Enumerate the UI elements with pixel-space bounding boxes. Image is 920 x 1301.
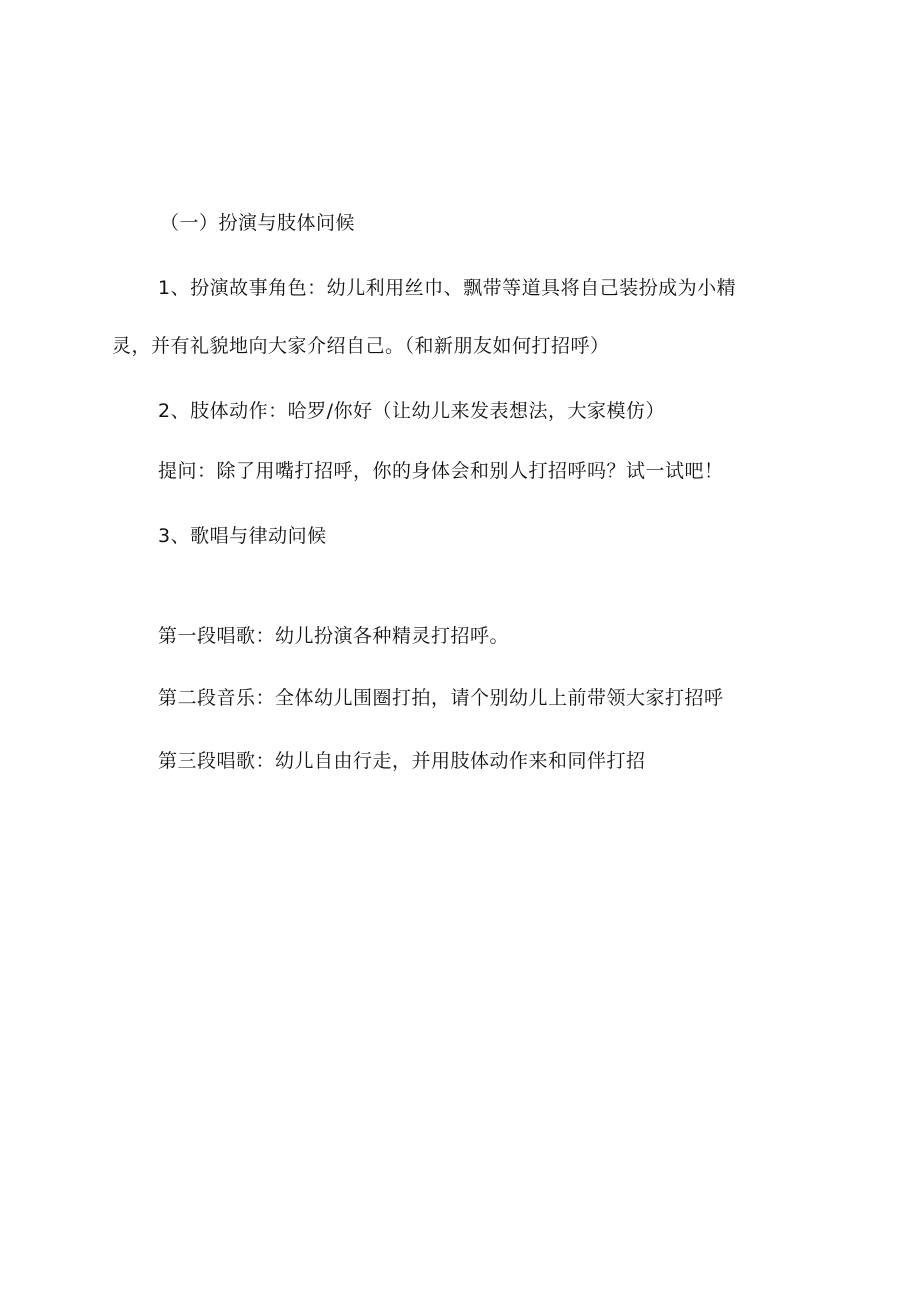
section-heading: （一）扮演与肢体问候 (160, 212, 356, 234)
paragraph-line: 提问：除了用嘴打招呼，你的身体会和别人打招呼吗？试一试吧！ (158, 460, 724, 482)
paragraph-line: 2、肢体动作：哈罗/你好（让幼儿来发表想法，大家模仿） (158, 400, 665, 422)
paragraph-line: 1、扮演故事角色：幼儿利用丝巾、飘带等道具将自己装扮成为小精 (158, 277, 737, 299)
paragraph-line: 第一段唱歌：幼儿扮演各种精灵打招呼。 (158, 625, 510, 647)
paragraph-line: 第三段唱歌：幼儿自由行走，并用肢体动作来和同伴打招 (158, 750, 646, 772)
paragraph-line: 3、歌唱与律动问候 (158, 525, 327, 547)
paragraph-line: 灵，并有礼貌地向大家介绍自己。（和新朋友如何打招呼） (112, 335, 610, 357)
paragraph-line: 第二段音乐：全体幼儿围圈打拍，请个别幼儿上前带领大家打招呼 (158, 687, 724, 709)
